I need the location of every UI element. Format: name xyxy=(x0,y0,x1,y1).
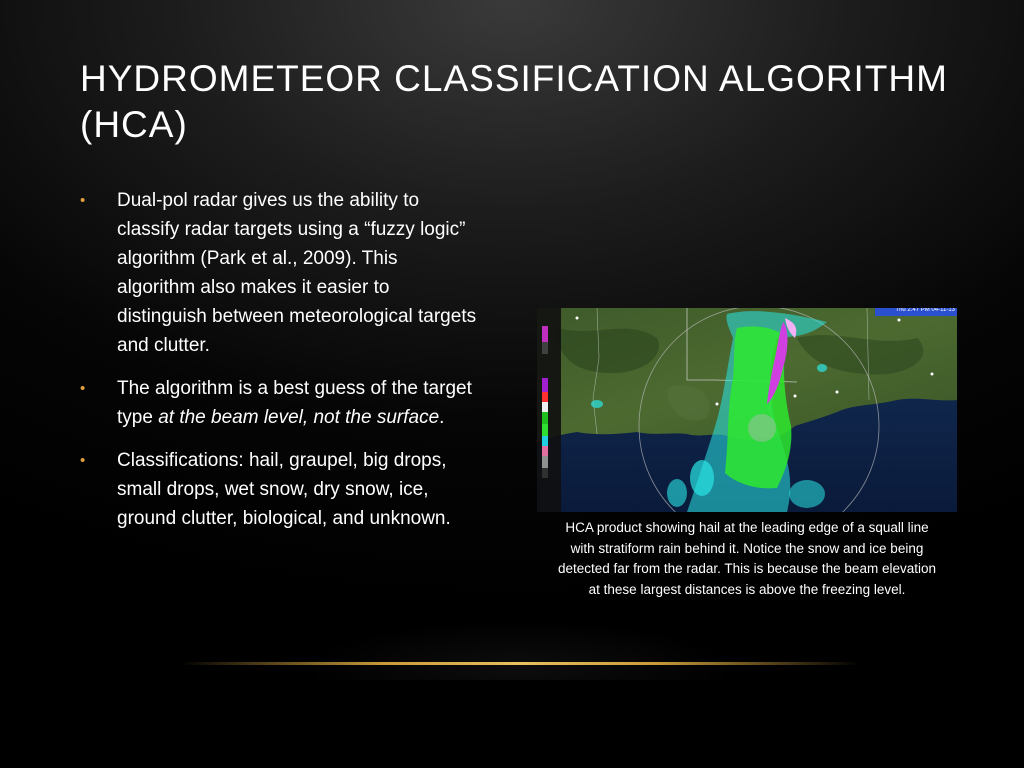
caption-line: detected far from the radar. This is because the beam elevation xyxy=(558,561,936,576)
bullet-dot-icon: • xyxy=(80,452,86,469)
bullet-emphasis: at the beam level, not the surface xyxy=(158,407,440,428)
figure-caption xyxy=(537,518,957,600)
bullet-text: Classifications: hail, graupel, big drops, small drops, wet snow, dry snow, ice, ground clutter, biological, and unknown. xyxy=(117,450,451,529)
bullet-text: Dual-pol radar gives us the ability to classify radar targets using a “fuzzy logic” algorithm (Park et al., 2009). This algorithm also makes it easier to distinguish between meteorological targets and clutter. xyxy=(117,190,477,356)
radar-timestamp: Thu 2:47 PM 04-11-13 xyxy=(895,308,955,313)
radar-image xyxy=(537,308,957,512)
bullet-item-3 xyxy=(78,446,478,533)
bullet-item-1 xyxy=(78,186,478,360)
bullet-text-end: . xyxy=(439,407,445,428)
bullet-dot-icon: • xyxy=(80,192,86,209)
caption-line: at these largest distances is above the freezing level. xyxy=(588,581,906,597)
bullet-text: The algorithm is a best guess of the target type xyxy=(117,378,472,428)
footer-glow xyxy=(300,620,740,680)
footer-accent-line xyxy=(180,662,860,665)
bullet-dot-icon: • xyxy=(80,380,86,397)
slide-title: HYDROMETEOR CLASSIFICATION ALGORITHM (HCA) xyxy=(80,58,948,145)
bullet-list xyxy=(78,186,478,547)
caption-line: with stratiform rain behind it. Notice the snow and ice being xyxy=(570,540,924,556)
bullet-item-2 xyxy=(78,374,478,432)
radar-map-illustration xyxy=(537,308,957,512)
caption-line: HCA product showing hail at the leading edge of a squall line xyxy=(565,520,929,535)
